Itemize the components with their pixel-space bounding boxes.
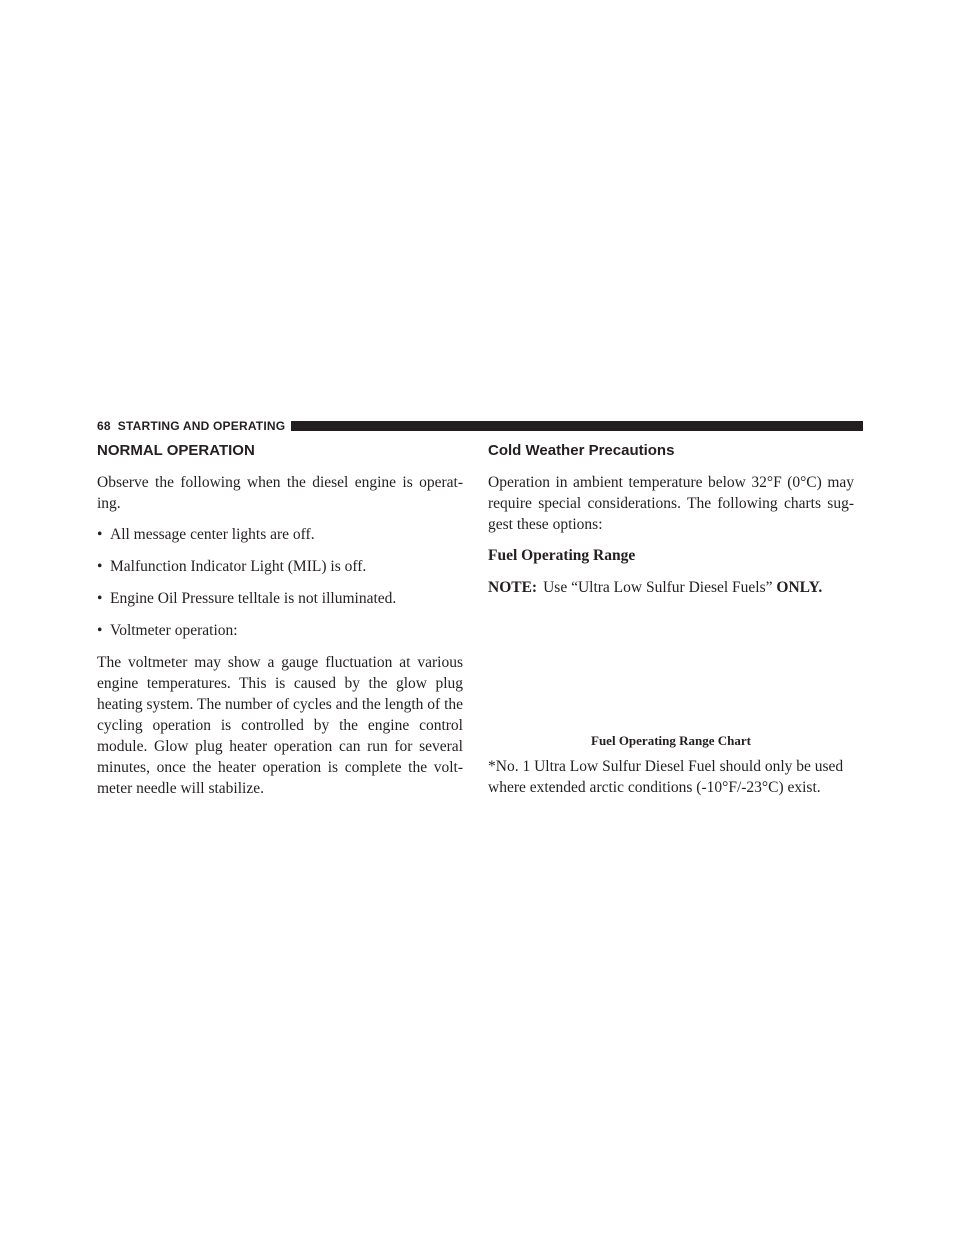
list-item bbox=[97, 588, 463, 609]
fuel-range-subheading: Fuel Operating Range bbox=[488, 547, 636, 564]
bullet-icon: • bbox=[97, 622, 103, 639]
list-item bbox=[97, 524, 463, 545]
page-number: 68 bbox=[97, 419, 111, 433]
note-emphasis: ONLY. bbox=[776, 579, 823, 596]
chart-placeholder bbox=[488, 598, 854, 733]
section-title: STARTING AND OPERATING bbox=[117, 419, 286, 433]
cold-weather-intro: Operation in ambient temperature below 32°F (0°C) may require special considerations. The following charts sug-gest these options: bbox=[488, 474, 854, 533]
list-item-text: All message center lights are off. bbox=[110, 526, 315, 543]
left-column bbox=[97, 442, 463, 809]
note-text: Use “Ultra Low Sulfur Diesel Fuels” bbox=[543, 579, 773, 596]
fuel-footnote: *No. 1 Ultra Low Sulfur Diesel Fuel should only be used where extended arctic conditions (-10°F/-23°C) exist. bbox=[488, 758, 844, 796]
normal-operation-intro: Observe the following when the diesel engine is operat-ing. bbox=[97, 474, 463, 512]
page-header bbox=[97, 418, 863, 434]
right-column bbox=[488, 442, 854, 808]
header-rule bbox=[291, 421, 863, 431]
bullet-icon: • bbox=[97, 526, 103, 543]
bullet-icon: • bbox=[97, 558, 103, 575]
list-item bbox=[97, 620, 463, 641]
normal-operation-heading: NORMAL OPERATION bbox=[97, 442, 255, 459]
chart-caption: Fuel Operating Range Chart bbox=[591, 733, 751, 748]
bullet-icon: • bbox=[97, 590, 103, 607]
operation-checklist bbox=[97, 524, 463, 641]
list-item-text: Malfunction Indicator Light (MIL) is off. bbox=[110, 558, 367, 575]
list-item-text: Engine Oil Pressure telltale is not illuminated. bbox=[110, 590, 397, 607]
list-item bbox=[97, 556, 463, 577]
fuel-note bbox=[488, 577, 854, 598]
voltmeter-paragraph: The voltmeter may show a gauge fluctuation at various engine temperatures. This is caused by the glow plug heating system. The number of cycles and the length of the cycling operation is controlled by the engine control module. Glow plug heater operation can run for several minutes, once the heater operation is complete the volt-meter needle will stabilize. bbox=[97, 654, 464, 797]
list-item-text: Voltmeter operation: bbox=[110, 622, 238, 639]
cold-weather-heading: Cold Weather Precautions bbox=[488, 442, 675, 459]
note-label: NOTE: bbox=[488, 579, 538, 596]
